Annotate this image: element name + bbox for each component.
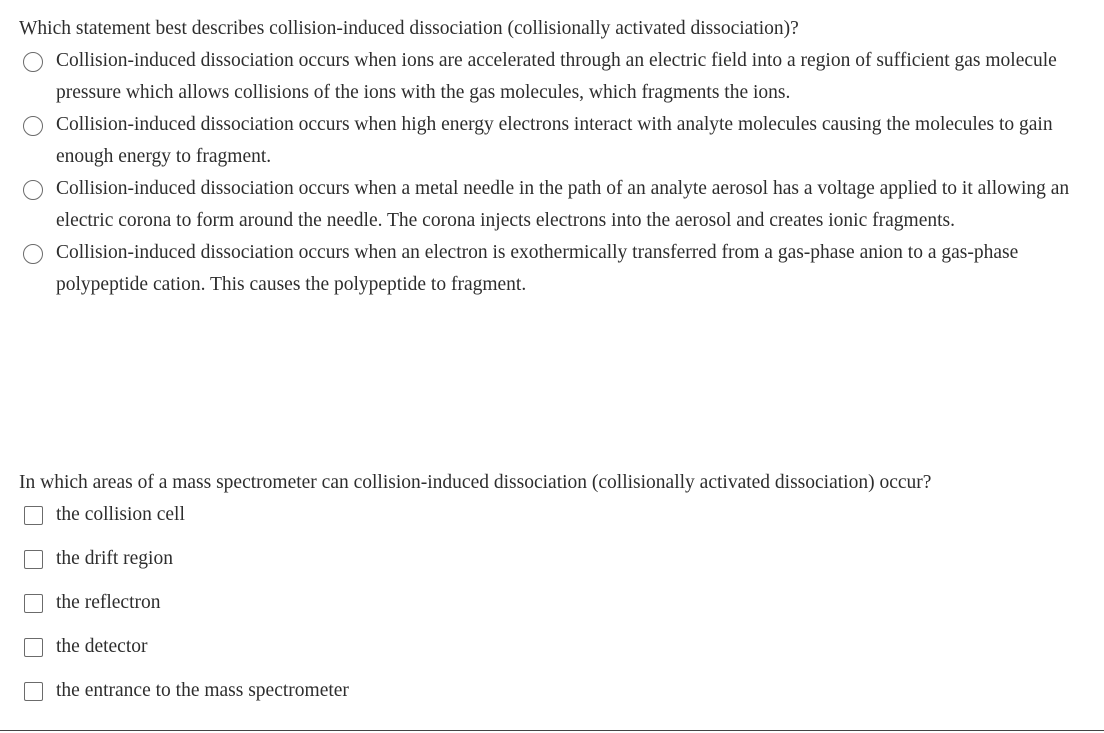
question-2-option-5[interactable] [19,675,1104,719]
question-1-options [19,45,1104,301]
question-2-option-4[interactable] [19,631,1104,675]
checkbox[interactable] [24,594,43,613]
radio-button[interactable] [23,52,43,72]
option-label: the drift region [56,548,173,569]
radio-button[interactable] [23,180,43,200]
question-2 [19,467,1104,719]
bottom-divider [0,730,1104,731]
question-2-option-1[interactable] [19,499,1104,543]
option-label: the entrance to the mass spectrometer [56,680,349,701]
option-label: Collision-induced dissociation occurs when ions are accelerated through an electric field into a region of sufficient gas molecule pressure which allows collisions of the ions with the gas molecules, which fragments the ions. [56,50,1057,103]
question-2-option-2[interactable] [19,543,1104,587]
checkbox[interactable] [24,638,43,657]
question-1-option-3[interactable] [19,173,1104,237]
question-1-prompt: Which statement best describes collision-induced dissociation (collisionally activated dissociation)? [19,18,799,39]
option-label: Collision-induced dissociation occurs when an electron is exothermically transferred from a gas-phase anion to a gas-phase polypeptide cation. This causes the polypeptide to fragment. [56,242,1019,295]
question-1-option-1[interactable] [19,45,1104,109]
option-label: the reflectron [56,592,161,613]
checkbox[interactable] [24,682,43,701]
radio-button[interactable] [23,116,43,136]
question-1 [19,13,1104,301]
radio-button[interactable] [23,244,43,264]
question-1-option-4[interactable] [19,237,1104,301]
option-label: the detector [56,636,148,657]
option-label: the collision cell [56,504,185,525]
question-1-option-2[interactable] [19,109,1104,173]
question-2-prompt: In which areas of a mass spectrometer can collision-induced dissociation (collisionally activated dissociation) occur? [19,472,932,493]
option-label: Collision-induced dissociation occurs when a metal needle in the path of an analyte aerosol has a voltage applied to it allowing an electric corona to form around the needle. The corona injects electrons into the aerosol and creates ionic fragments. [56,178,1070,231]
checkbox[interactable] [24,550,43,569]
option-label: Collision-induced dissociation occurs when high energy electrons interact with analyte molecules causing the molecules to gain enough energy to fragment. [56,114,1053,167]
question-2-options [19,499,1104,719]
question-2-option-3[interactable] [19,587,1104,631]
checkbox[interactable] [24,506,43,525]
